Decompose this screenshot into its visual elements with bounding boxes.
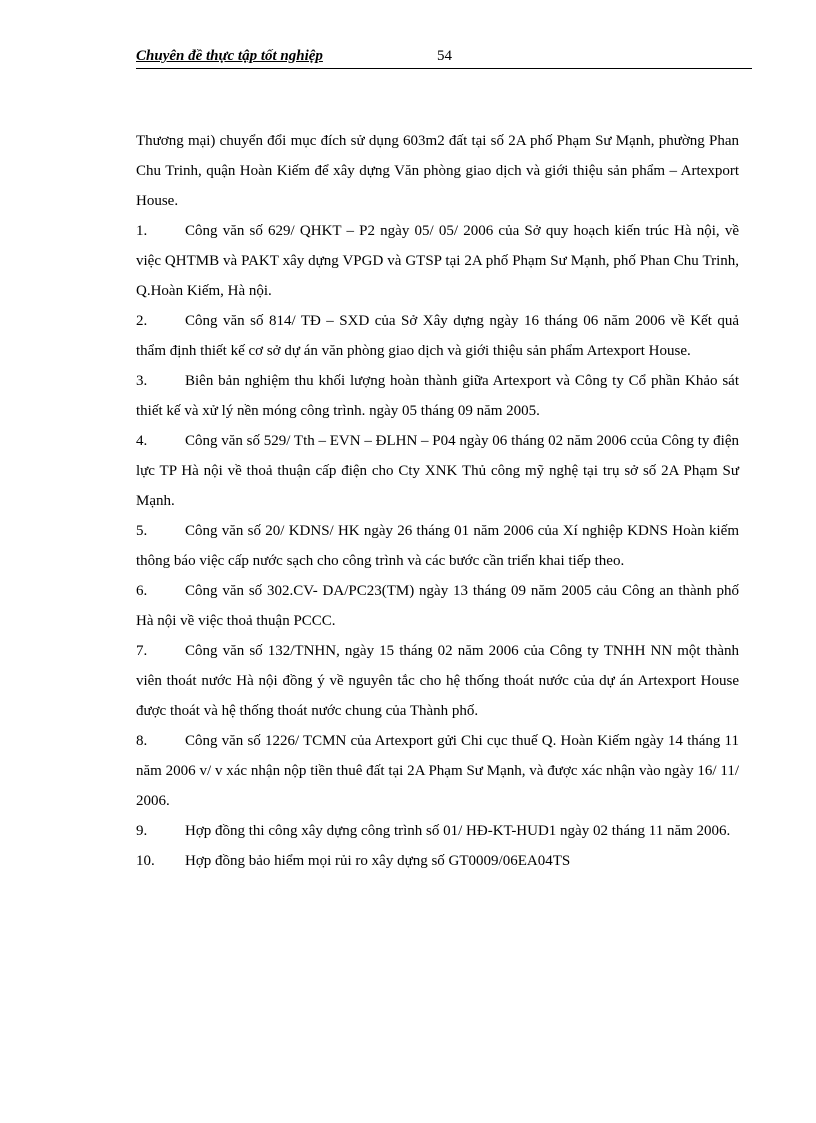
item-number: 1.: [136, 223, 148, 239]
list-item: [136, 816, 739, 846]
page-header: [136, 48, 752, 69]
list-item: [136, 306, 739, 366]
item-text: Hợp đồng bảo hiểm mọi rủi ro xây dựng số GT0009/06EA04TS: [185, 853, 571, 869]
item-text: Công văn số 529/ Tth – EVN – ĐLHN – P04 ngày 06 tháng 02 năm 2006 ccủa Công ty điện lực TP Hà nội về thoả thuận cấp điện cho Cty XNK Thủ công mỹ nghệ tại trụ sở số 2A Phạm Sư Mạnh.: [136, 433, 739, 509]
document-body: [136, 126, 739, 876]
item-number: 7.: [136, 643, 148, 659]
item-number: 10.: [136, 853, 155, 869]
item-text: Công văn số 302.CV- DA/PC23(TM) ngày 13 tháng 09 năm 2005 cảu Công an thành phố Hà nội về việc thoả thuận PCCC.: [136, 583, 739, 629]
list-item: [136, 576, 739, 636]
intro-paragraph: Thương mại) chuyển đổi mục đích sử dụng 603m2 đất tại số 2A phố Phạm Sư Mạnh, phường Phan Chu Trinh, quận Hoàn Kiếm để xây dựng Văn phòng giao dịch và giới thiệu sản phẩm – Artexport House.: [136, 133, 739, 209]
list-item: [136, 366, 739, 426]
item-number: 3.: [136, 373, 148, 389]
item-text: Công văn số 1226/ TCMN của Artexport gửi Chi cục thuế Q. Hoàn Kiếm ngày 14 tháng 11 năm 2006 v/ v xác nhận nộp tiền thuê đất tại 2A Phạm Sư Mạnh, và được xác nhận vào ngày 16/ 11/ 2006.: [136, 733, 739, 809]
list-item: [136, 846, 739, 876]
list-item: [136, 426, 739, 516]
page-number: 54: [437, 48, 452, 64]
item-number: 8.: [136, 733, 148, 749]
list-item: [136, 636, 739, 726]
item-number: 4.: [136, 433, 148, 449]
item-text: Công văn số 629/ QHKT – P2 ngày 05/ 05/ 2006 của Sở quy hoạch kiến trúc Hà nội, về việc QHTMB và PAKT xây dựng VPGD và GTSP tại 2A phố Phạm Sư Mạnh, phố Phan Chu Trinh, Q.Hoàn Kiếm, Hà nội.: [136, 223, 739, 299]
item-text: Biên bản nghiệm thu khối lượng hoàn thành giữa Artexport và Công ty Cổ phần Khảo sát thiết kế và xử lý nền móng công trình. ngày 05 tháng 09 năm 2005.: [136, 373, 739, 419]
list-item: [136, 516, 739, 576]
item-text: Công văn số 20/ KDNS/ HK ngày 26 tháng 01 năm 2006 của Xí nghiệp KDNS Hoàn kiếm thông báo việc cấp nước sạch cho công trình và các bước cần triển khai tiếp theo.: [136, 523, 739, 569]
item-text: Công văn số 814/ TĐ – SXD của Sở Xây dựng ngày 16 tháng 06 năm 2006 về Kết quả thẩm định thiết kế cơ sở dự án văn phòng giao dịch và giới thiệu sản phẩm Artexport House.: [136, 313, 739, 359]
list-item: [136, 726, 739, 816]
item-text: Công văn số 132/TNHN, ngày 15 tháng 02 năm 2006 của Công ty TNHH NN một thành viên thoát nước Hà nội đồng ý về nguyên tắc cho hệ thống thoát nước của dự án Artexport House được thoát và hệ thống thoát nước chung của Thành phố.: [136, 643, 739, 719]
list-item: [136, 216, 739, 306]
item-number: 6.: [136, 583, 148, 599]
item-number: 9.: [136, 823, 148, 839]
item-number: 5.: [136, 523, 148, 539]
item-number: 2.: [136, 313, 148, 329]
header-title: Chuyên đề thực tập tốt nghiệp: [136, 48, 323, 64]
item-text: Hợp đồng thi công xây dựng công trình số 01/ HĐ-KT-HUD1 ngày 02 tháng 11 năm 2006.: [185, 823, 731, 839]
